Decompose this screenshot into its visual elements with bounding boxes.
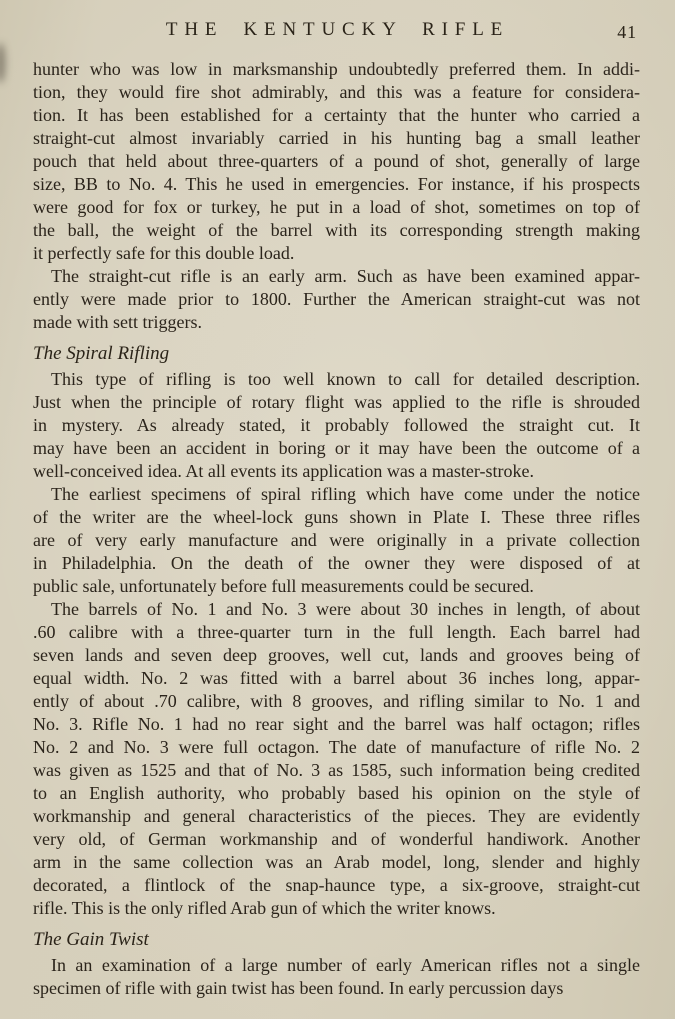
body-paragraph bbox=[33, 265, 640, 334]
text-line: are of very early manufacture and were originally in a private collection bbox=[33, 530, 640, 550]
text-line: The barrels of No. 1 and No. 3 were about 30 inches in length, of about bbox=[51, 599, 640, 619]
text-line: No. 3. Rifle No. 1 had no rear sight and the barrel was half octagon; rifles bbox=[33, 714, 640, 734]
text-line: public sale, unfortunately before full measurements could be secured. bbox=[33, 576, 534, 596]
text-line: may have been an accident in boring or it may have been the outcome of a bbox=[33, 438, 640, 458]
text-line: in Philadelphia. On the death of the owner they were disposed of at bbox=[33, 553, 640, 573]
text-line: workmanship and general characteristics of the pieces. They are evidently bbox=[33, 806, 640, 826]
text-line: straight-cut almost invariably carried in his hunting bag a small leather bbox=[33, 128, 640, 148]
body-paragraph bbox=[33, 483, 640, 598]
text-line: in mystery. As already stated, it probably followed the straight cut. It bbox=[33, 415, 640, 435]
text-line: The earliest specimens of spiral rifling which have come under the notice bbox=[51, 484, 640, 504]
text-line: In an examination of a large number of early American rifles not a single bbox=[51, 955, 640, 975]
text-line: .60 calibre with a three-quarter turn in the full length. Each barrel had bbox=[33, 622, 640, 642]
page-edge-shadow bbox=[0, 43, 5, 83]
text-line: This type of rifling is too well known to call for detailed description. bbox=[51, 369, 640, 389]
page-header bbox=[38, 19, 637, 45]
page-body bbox=[33, 58, 640, 1000]
text-line: tion. It has been established for a certainty that the hunter who carried a bbox=[33, 105, 640, 125]
section-heading: The Spiral Rifling bbox=[33, 343, 170, 364]
text-line: decorated, a flintlock of the snap-haunce type, a six-groove, straight-cut bbox=[33, 875, 640, 895]
text-line: to an English authority, who probably based his opinion on the style of bbox=[33, 783, 640, 803]
page-number: 41 bbox=[617, 22, 637, 42]
body-paragraph bbox=[33, 954, 640, 1000]
text-line: well-conceived idea. At all events its application was a master-stroke. bbox=[33, 461, 534, 481]
text-line: pouch that held about three-quarters of a pound of shot, generally of large bbox=[33, 151, 640, 171]
text-line: it perfectly safe for this double load. bbox=[33, 243, 295, 263]
text-line: ently of about .70 calibre, with 8 grooves, and rifling similar to No. 1 and bbox=[33, 691, 640, 711]
text-line: size, BB to No. 4. This he used in emergencies. For instance, if his prospects bbox=[33, 174, 640, 194]
text-line: very old, of German workmanship and of wonderful handiwork. Another bbox=[33, 829, 640, 849]
text-line: rifle. This is the only rifled Arab gun of which the writer knows. bbox=[33, 898, 496, 918]
body-paragraph bbox=[33, 58, 640, 265]
text-line: the ball, the weight of the barrel with its corresponding strength making bbox=[33, 220, 640, 240]
text-line: hunter who was low in marksmanship undoubtedly preferred them. In addi- bbox=[33, 59, 640, 79]
text-line: equal width. No. 2 was fitted with a barrel about 36 inches long, appar- bbox=[33, 668, 640, 688]
body-paragraph bbox=[33, 368, 640, 483]
text-line: No. 2 and No. 3 were full octagon. The date of manufacture of rifle No. 2 bbox=[33, 737, 640, 757]
text-line: of the writer are the wheel-lock guns shown in Plate I. These three rifles bbox=[33, 507, 640, 527]
body-paragraph bbox=[33, 598, 640, 920]
text-line: ently were made prior to 1800. Further the American straight-cut was not bbox=[33, 289, 640, 309]
text-line: specimen of rifle with gain twist has been found. In early percussion days bbox=[33, 978, 564, 998]
text-line: were good for fox or turkey, he put in a load of shot, sometimes on top of bbox=[33, 197, 640, 217]
text-line: seven lands and seven deep grooves, well cut, lands and grooves being of bbox=[33, 645, 640, 665]
text-line: was given as 1525 and that of No. 3 as 1585, such information being credited bbox=[33, 760, 640, 780]
text-line: arm in the same collection was an Arab model, long, slender and highly bbox=[33, 852, 640, 872]
text-line: The straight-cut rifle is an early arm. Such as have been examined appar- bbox=[51, 266, 640, 286]
section-heading: The Gain Twist bbox=[33, 929, 149, 950]
text-line: made with sett triggers. bbox=[33, 312, 202, 332]
running-title: THE KENTUCKY RIFLE bbox=[165, 19, 510, 40]
text-line: tion, they would fire shot admirably, and this was a feature for considera- bbox=[33, 82, 640, 102]
text-line: Just when the principle of rotary flight was applied to the rifle is shrouded bbox=[33, 392, 640, 412]
